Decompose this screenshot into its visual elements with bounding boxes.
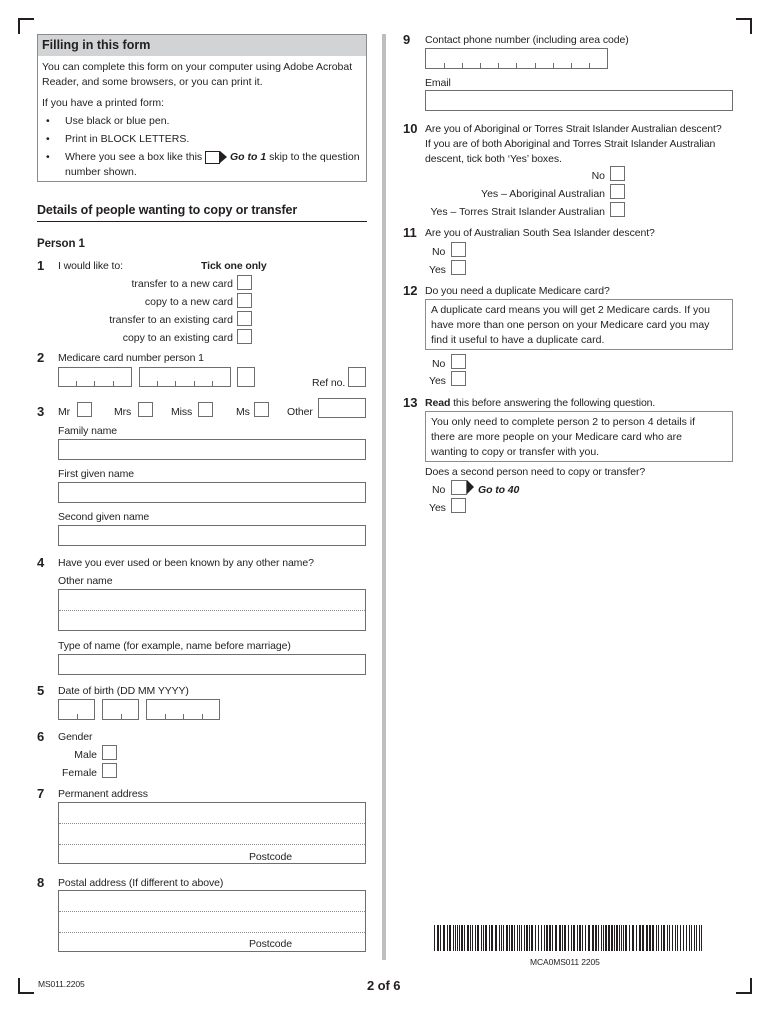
barcode-bar (531, 925, 533, 951)
q8-number: 8 (37, 875, 45, 890)
q2-label: Medicare card number person 1 (58, 352, 204, 364)
barcode-bar (555, 925, 557, 951)
q1-option-transfer-new-checkbox[interactable] (237, 275, 252, 290)
barcode-bar (652, 925, 654, 951)
q2-number: 2 (37, 350, 45, 365)
q13-go-to-arrow-icon (451, 480, 475, 495)
email-input[interactable] (425, 90, 733, 111)
second-given-name-input[interactable] (58, 525, 366, 546)
barcode-bar (535, 925, 536, 951)
barcode-bar (632, 925, 634, 951)
barcode-bar (568, 925, 569, 951)
barcode-bar (656, 925, 657, 951)
q13-info-box (425, 411, 733, 462)
q12-yes-checkbox[interactable] (451, 371, 466, 386)
gender-female-label: Female (61, 767, 97, 779)
q5-number: 5 (37, 683, 45, 698)
type-of-name-label: Type of name (for example, name before marriage) (58, 640, 291, 652)
q12-yes-label: Yes (429, 375, 446, 387)
medicare-number-part3-input[interactable] (237, 367, 255, 387)
barcode-bar (495, 925, 497, 951)
q12-number: 12 (403, 283, 418, 298)
title-other-label: Other (287, 406, 313, 418)
q4-label: Have you ever used or been known by any other name? (58, 557, 314, 569)
q8-label: Postal address (If different to above) (58, 877, 224, 889)
barcode-bar (485, 925, 487, 951)
barcode-bar (699, 925, 700, 951)
ref-no-input[interactable] (348, 367, 366, 387)
barcode-bar (571, 925, 572, 951)
barcode-bar (467, 925, 469, 951)
q1-option-transfer-existing-label: transfer to an existing card (109, 314, 233, 326)
q13-read: Read (425, 397, 451, 409)
q3-number: 3 (37, 404, 45, 419)
barcode-bar (629, 925, 630, 951)
barcode-bar (499, 925, 500, 951)
q13-no-label: No (432, 484, 446, 496)
barcode-bar (470, 925, 471, 951)
barcode-bar (582, 925, 583, 951)
barcode-bar (475, 925, 476, 951)
barcode-bar (529, 925, 530, 951)
second-given-name-label: Second given name (58, 511, 150, 523)
barcode-bar (649, 925, 651, 951)
bullet-skip-post: skip to the question (269, 151, 360, 163)
first-given-name-label: First given name (58, 468, 135, 480)
q13-number: 13 (403, 395, 418, 410)
title-ms-checkbox[interactable] (254, 402, 269, 417)
q12-info-line2: have more than one person on your Medicare card you may (431, 319, 710, 331)
barcode-bar (447, 925, 448, 951)
form-code: MS011.2205 (38, 979, 85, 989)
person-1-title: Person 1 (37, 238, 85, 250)
q1-option-copy-new-label: copy to a new card (144, 296, 233, 308)
barcode-text: MCA0MS011 2205 (530, 957, 600, 967)
first-given-name-input[interactable] (58, 482, 366, 503)
q11-no-label: No (432, 246, 446, 258)
barcode-bar (464, 925, 465, 951)
barcode-bar (549, 925, 551, 951)
barcode-bar (595, 925, 597, 951)
barcode-bar (483, 925, 484, 951)
barcode-bar (434, 925, 435, 951)
section-title-rule (37, 221, 367, 222)
barcode-bar (579, 925, 581, 951)
dob-day-input[interactable] (58, 699, 95, 720)
barcode-bar (675, 925, 676, 951)
postal-postcode-label: Postcode (249, 938, 292, 950)
bullet-block-letters: • Print in BLOCK LETTERS. (42, 132, 361, 147)
barcode-bar (614, 925, 615, 951)
barcode-bar (680, 925, 681, 951)
q1-number: 1 (37, 258, 45, 273)
barcode-bar (696, 925, 697, 951)
barcode-bar (506, 925, 508, 951)
barcode-bar (526, 925, 528, 951)
q10-line2: If you are of both Aboriginal and Torres Strait Islander Australian (425, 138, 716, 150)
filling-in-box (37, 34, 367, 182)
q1-tick-one-only: Tick one only (201, 260, 267, 272)
bullet-skip-pre: Where you see a box like this (65, 151, 203, 163)
q13-label-line (425, 397, 655, 409)
page-number: 2 of 6 (367, 978, 401, 993)
barcode-image (434, 925, 704, 951)
title-mr-checkbox[interactable] (77, 402, 92, 417)
q11-label: Are you of Australian South Sea Islander descent? (425, 227, 655, 239)
barcode-bar (592, 925, 594, 951)
barcode-bar (689, 925, 690, 951)
dob-year-input[interactable] (146, 699, 220, 720)
medicare-number-part2-input[interactable] (139, 367, 231, 387)
barcode-bar (677, 925, 678, 951)
title-mr-label: Mr (58, 406, 71, 418)
q10-yes-torres-strait-checkbox[interactable] (610, 202, 625, 217)
q4-number: 4 (37, 555, 45, 570)
go-to-arrow-icon (205, 151, 227, 164)
filling-in-line1: You can complete this form on your computer using Adobe Acrobat (42, 61, 353, 73)
other-name-input[interactable] (58, 589, 366, 631)
q10-yes-torres-strait-label: Yes – Torres Strait Islander Australian (430, 206, 605, 218)
barcode-bar (577, 925, 578, 951)
q1-option-transfer-existing-checkbox[interactable] (237, 311, 252, 326)
postal-address-input[interactable] (58, 890, 366, 952)
q12-info-box (425, 299, 733, 350)
barcode-bar (541, 925, 542, 951)
q11-yes-label: Yes (429, 264, 446, 276)
q9-label: Contact phone number (including area code) (425, 34, 629, 46)
barcode-bar (636, 925, 637, 951)
q13-info-line3: wanting to copy or transfer with you. (431, 446, 600, 458)
barcode-bar (658, 925, 659, 951)
barcode-bar (619, 925, 620, 951)
column-divider (382, 34, 386, 960)
q13-yes-label: Yes (429, 502, 446, 514)
barcode-bar (559, 925, 561, 951)
barcode-bar (514, 925, 515, 951)
barcode-bar (453, 925, 454, 951)
q10-yes-aboriginal-checkbox[interactable] (610, 184, 625, 199)
crop-mark-bottom-left (18, 978, 34, 994)
barcode-bar (661, 925, 662, 951)
barcode-bar (605, 925, 607, 951)
q12-no-label: No (432, 358, 446, 370)
gender-female-checkbox[interactable] (102, 763, 117, 778)
q1-label: I would like to: (58, 260, 123, 272)
printed-form-intro: If you have a printed form: (42, 97, 164, 109)
crop-mark-top-right (736, 18, 752, 34)
q10-yes-aboriginal-label: Yes – Aboriginal Australian (481, 188, 605, 200)
barcode-bar (621, 925, 622, 951)
q12-no-checkbox[interactable] (451, 354, 466, 369)
q7-number: 7 (37, 786, 45, 801)
title-miss-checkbox[interactable] (198, 402, 213, 417)
q13-question: Does a second person need to copy or transfer? (425, 466, 646, 478)
q6-number: 6 (37, 729, 45, 744)
barcode-bar (623, 925, 624, 951)
q13-yes-checkbox[interactable] (451, 498, 466, 513)
q6-label: Gender (58, 731, 93, 743)
family-name-input[interactable] (58, 439, 366, 460)
gender-male-checkbox[interactable] (102, 745, 117, 760)
go-to-1-text: Go to 1 (230, 151, 267, 163)
barcode-bar (573, 925, 575, 951)
ref-no-label: Ref no. (312, 377, 346, 389)
barcode-bar (672, 925, 673, 951)
dob-month-input[interactable] (102, 699, 139, 720)
barcode-bar (538, 925, 539, 951)
q1-option-copy-existing-checkbox[interactable] (237, 329, 252, 344)
q13-info-line2: there are more people on your Medicare card who are (431, 431, 682, 443)
barcode-bar (544, 925, 545, 951)
barcode-bar (691, 925, 692, 951)
barcode-bar (503, 925, 504, 951)
barcode-bar (625, 925, 627, 951)
barcode-bar (611, 925, 613, 951)
title-other-input[interactable] (318, 398, 366, 418)
barcode-bar (686, 925, 687, 951)
bullet-skip-line2: number shown. (65, 166, 137, 178)
title-mrs-checkbox[interactable] (138, 402, 153, 417)
barcode-bar (546, 925, 548, 951)
medicare-number-part1-input[interactable] (58, 367, 132, 387)
barcode-bar (517, 925, 518, 951)
barcode-bar (511, 925, 513, 951)
barcode-bar (524, 925, 525, 951)
barcode-bar (585, 925, 586, 951)
email-label: Email (425, 77, 451, 89)
q10-no-checkbox[interactable] (610, 166, 625, 181)
q1-option-copy-new-checkbox[interactable] (237, 293, 252, 308)
barcode-bar (519, 925, 520, 951)
barcode-bar (443, 925, 445, 951)
q10-line1: Are you of Aboriginal or Torres Strait Islander Australian descent? (425, 123, 722, 135)
q12-info-line3: find it useful to have a duplicate card. (431, 334, 605, 346)
q7-label: Permanent address (58, 788, 148, 800)
barcode-bar (461, 925, 463, 951)
crop-mark-bottom-right (736, 978, 752, 994)
q10-number: 10 (403, 121, 418, 136)
filling-in-line2: Reader, and some browsers, or you can print it. (42, 76, 263, 88)
q11-yes-checkbox[interactable] (451, 260, 466, 275)
q12-label: Do you need a duplicate Medicare card? (425, 285, 610, 297)
gender-male-label: Male (74, 749, 97, 761)
barcode-bar (669, 925, 670, 951)
q11-no-checkbox[interactable] (451, 242, 466, 257)
barcode-bar (598, 925, 599, 951)
barcode-bar (489, 925, 490, 951)
q13-no-go-to-checkbox[interactable] (451, 480, 475, 495)
title-mrs-label: Mrs (114, 406, 132, 418)
barcode-bar (455, 925, 456, 951)
family-name-label: Family name (58, 425, 117, 437)
barcode-bar (642, 925, 644, 951)
barcode-bar (588, 925, 590, 951)
title-ms-label: Ms (236, 406, 250, 418)
barcode-bar (646, 925, 648, 951)
q1-option-copy-existing-label: copy to an existing card (122, 332, 233, 344)
contact-phone-input[interactable] (425, 48, 608, 69)
barcode-bar (694, 925, 695, 951)
barcode-bar (491, 925, 493, 951)
barcode-bar (459, 925, 460, 951)
q9-number: 9 (403, 32, 411, 47)
title-miss-label: Miss (171, 406, 193, 418)
q13-info-line1: You only need to complete person 2 to person 4 details if (431, 416, 696, 428)
permanent-postcode-label: Postcode (249, 851, 292, 863)
q10-line3: descent, tick both ‘Yes’ boxes. (425, 153, 562, 165)
barcode-bar (552, 925, 553, 951)
barcode-bar (481, 925, 482, 951)
barcode-bar (601, 925, 602, 951)
q1-option-transfer-new-label: transfer to a new card (131, 278, 233, 290)
barcode-bar (509, 925, 510, 951)
barcode-bar (501, 925, 502, 951)
q13-label: this before answering the following question. (453, 397, 656, 409)
section-title: Details of people wanting to copy or transfer (37, 203, 298, 217)
barcode-bar (663, 925, 665, 951)
filling-in-heading: Filling in this form (38, 35, 366, 56)
barcode-bar (603, 925, 604, 951)
barcode-bar (521, 925, 522, 951)
barcode-bar (437, 925, 439, 951)
barcode-bar (477, 925, 479, 951)
permanent-address-input[interactable] (58, 802, 366, 864)
barcode-bar (457, 925, 458, 951)
q12-info-line1: A duplicate card means you will get 2 Medicare cards. If you (431, 304, 710, 316)
barcode-bar (472, 925, 473, 951)
barcode-bar (608, 925, 610, 951)
barcode-bar (564, 925, 566, 951)
barcode-bar (639, 925, 641, 951)
barcode-bar (701, 925, 702, 951)
barcode-bar (440, 925, 441, 951)
q11-number: 11 (403, 225, 417, 240)
bullet-skip-box (42, 150, 361, 180)
type-of-name-input[interactable] (58, 654, 366, 675)
barcode-bar (449, 925, 451, 951)
q5-label: Date of birth (DD MM YYYY) (58, 685, 189, 697)
barcode-bar (616, 925, 618, 951)
q13-go-to-40: Go to 40 (478, 484, 520, 496)
crop-mark-top-left (18, 18, 34, 34)
q10-no-label: No (591, 170, 605, 182)
barcode-bar (683, 925, 684, 951)
bullet-pen: • Use black or blue pen. (42, 114, 361, 129)
barcode-bar (562, 925, 563, 951)
other-name-label: Other name (58, 575, 113, 587)
barcode-bar (667, 925, 668, 951)
